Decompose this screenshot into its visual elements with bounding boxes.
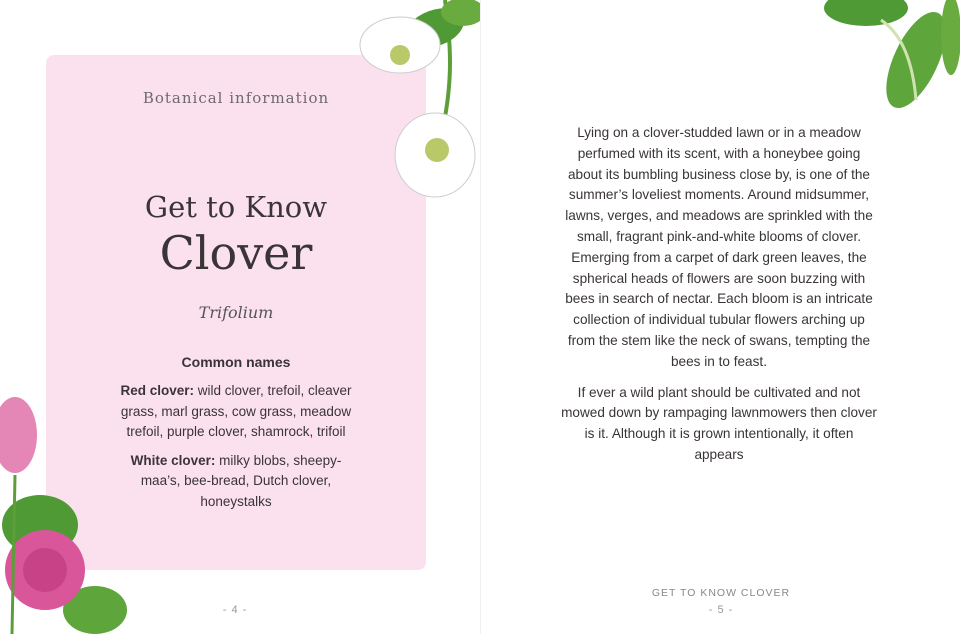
red-clover-label: Red clover: (120, 383, 194, 398)
right-page (480, 0, 960, 634)
red-clover-list: wild clover, trefoil, cleaver grass, marl grass, cow grass, meadow trefoil, purple clover, shamrock, trifoil (120, 383, 352, 439)
section-eyebrow: Botanical information (142, 89, 330, 107)
red-clover-names (116, 381, 356, 443)
clover-leaf-illustration-icon (821, 0, 960, 115)
body-text (559, 123, 879, 466)
page-number-right: - 5 - (708, 604, 734, 616)
paragraph-1: Lying on a clover-studded lawn or in a meadow perfumed with its scent, with a honeybee going about its bumbling business close by, is one of the summer’s loveliest moments. Around midsummer, lawns, verges, and meadows are sprinkled with the small, fragrant pink-and-white blooms of clover. Emerging from a carpet of dark green leaves, the spherical heads of flowers are soon buzzing with bees in search of nectar. Each bloom is an intricate collection of individual tubular flowers arching up from the stem like the neck of swans, tempting the bees in to feast. (565, 125, 873, 369)
white-clover-illustration-icon (345, 0, 480, 210)
common-names-section (116, 352, 356, 520)
paragraph-2: If ever a wild plant should be cultivated and not mowed down by rampaging lawnmowers then clover is it. Although it is grown intentionally, it often appears (561, 384, 877, 462)
white-clover-label: White clover: (130, 452, 216, 468)
latin-name: Trifolium (198, 303, 274, 322)
white-clover-list: milky blobs, sheepy-maa’s, bee-bread, Dutch clover, honeystalks (140, 452, 342, 509)
white-clover-names (116, 451, 356, 513)
page-number-left: - 4 - (222, 604, 248, 616)
title-line-2: Clover (159, 226, 313, 280)
common-names-heading: Common names (181, 354, 291, 370)
running-head: GET TO KNOW CLOVER (651, 587, 791, 599)
title-line-1: Get to Know (144, 190, 328, 224)
red-clover-illustration-icon (0, 395, 135, 634)
